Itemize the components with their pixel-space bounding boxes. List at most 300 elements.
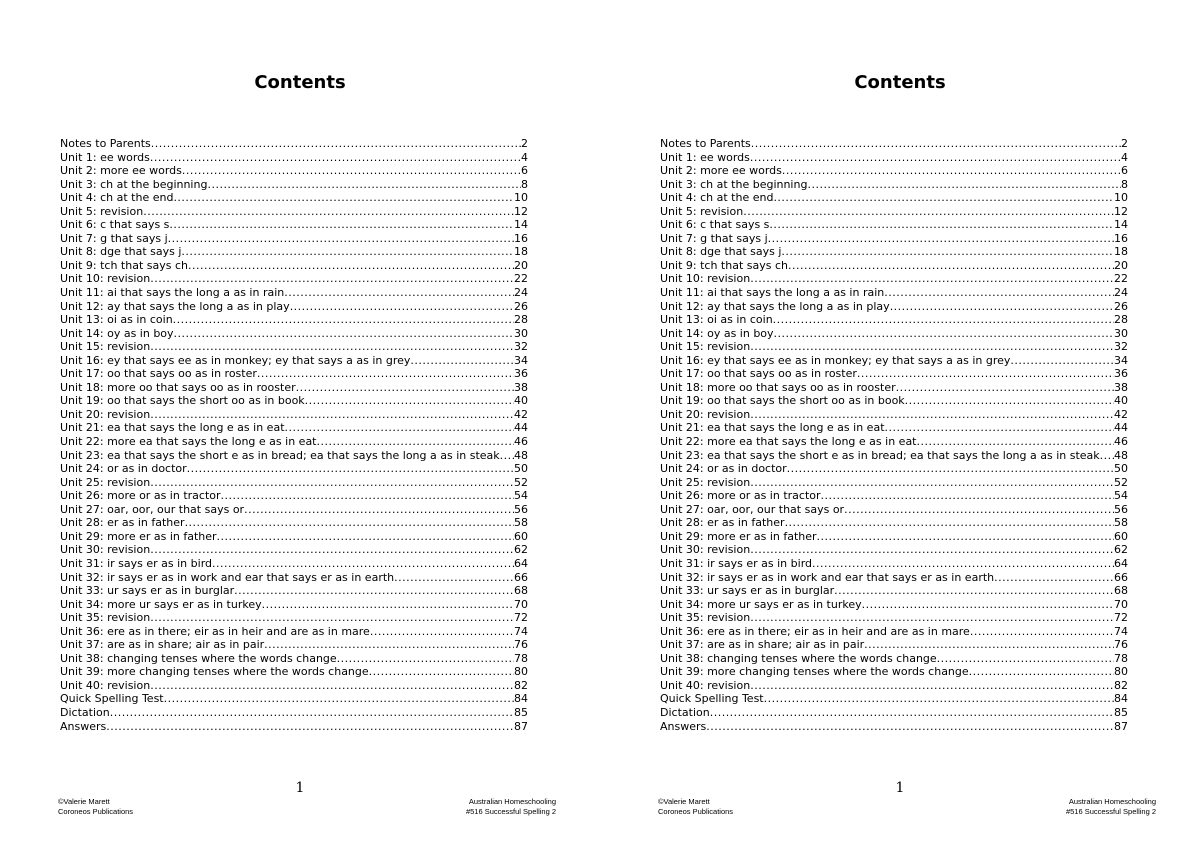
toc-entry-label: Unit 16: ey that says ee as in monkey; ey that says a as in grey xyxy=(660,353,1011,367)
toc-leader-dots xyxy=(769,218,1114,232)
toc-entry xyxy=(660,245,1128,259)
toc-entry-label: Unit 20: revision xyxy=(60,407,151,421)
toc-entry-page: 64 xyxy=(1114,556,1128,570)
toc-leader-dots xyxy=(896,381,1114,395)
toc-entry-page: 24 xyxy=(1114,286,1128,300)
toc-leader-dots xyxy=(500,449,514,463)
toc-leader-dots xyxy=(150,408,514,422)
toc-leader-dots xyxy=(174,327,514,341)
toc-entry-page: 10 xyxy=(514,191,528,205)
toc-entry-page: 32 xyxy=(1114,340,1128,354)
toc-entry-label: Answers xyxy=(60,719,107,733)
toc-entry xyxy=(660,557,1128,571)
toc-entry-label: Unit 27: oar, oor, our that says or xyxy=(660,502,845,516)
footer-copyright xyxy=(658,797,733,816)
toc-entry xyxy=(60,611,528,625)
toc-entry xyxy=(660,381,1128,395)
toc-entry-label: Unit 31: ir says er as in bird xyxy=(660,556,813,570)
toc-entry xyxy=(60,665,528,679)
toc-entry-page: 14 xyxy=(1114,218,1128,232)
toc-leader-dots xyxy=(168,232,514,246)
toc-leader-dots xyxy=(305,394,514,408)
toc-entry-label: Unit 9: tch that says ch xyxy=(660,258,788,272)
toc-leader-dots xyxy=(221,489,514,503)
toc-entry-page: 8 xyxy=(1121,177,1128,191)
toc-entry-page: 22 xyxy=(514,272,528,286)
toc-entry-label: Unit 28: er as in father xyxy=(660,516,785,530)
toc-entry xyxy=(660,530,1128,544)
toc-leader-dots xyxy=(244,503,514,517)
toc-entry-page: 62 xyxy=(1114,543,1128,557)
toc-leader-dots xyxy=(884,286,1114,300)
toc-leader-dots xyxy=(768,232,1114,246)
toc-entry-label: Unit 30: revision xyxy=(660,543,751,557)
toc-leader-dots xyxy=(150,476,514,490)
toc-entry-page: 52 xyxy=(1114,475,1128,489)
toc-entry xyxy=(660,178,1128,192)
footer-series xyxy=(408,797,556,816)
toc-leader-dots xyxy=(1010,354,1114,368)
toc-entry xyxy=(60,259,528,273)
toc-entry-label: Unit 37: are as in share; air as in pair xyxy=(660,638,865,652)
toc-entry-page: 58 xyxy=(514,516,528,530)
toc-entry xyxy=(60,476,528,490)
toc-entry xyxy=(660,584,1128,598)
toc-entry-page: 24 xyxy=(514,286,528,300)
toc-leader-dots xyxy=(234,584,514,598)
toc-entry xyxy=(660,191,1128,205)
toc-entry-page: 72 xyxy=(514,611,528,625)
toc-entry-label: Unit 1: ee words xyxy=(660,150,750,164)
toc-entry-page: 84 xyxy=(1114,692,1128,706)
footer-series-name: Australian Homeschooling xyxy=(468,797,556,806)
toc-leader-dots xyxy=(750,543,1114,557)
toc-entry xyxy=(60,625,528,639)
toc-entry-label: Unit 31: ir says er as in bird xyxy=(60,556,213,570)
toc-entry-label: Unit 28: er as in father xyxy=(60,516,185,530)
toc-entry-page: 6 xyxy=(521,164,528,178)
toc-entry-page: 12 xyxy=(1114,204,1128,218)
toc-entry-page: 6 xyxy=(1121,164,1128,178)
toc-leader-dots xyxy=(834,584,1114,598)
toc-entry-page: 20 xyxy=(1114,258,1128,272)
toc-entry-label: Unit 33: ur says er as in burglar xyxy=(60,584,235,598)
toc-entry xyxy=(60,313,528,327)
toc-entry-page: 46 xyxy=(1114,435,1128,449)
toc-leader-dots xyxy=(150,543,514,557)
toc-entry-label: Unit 1: ee words xyxy=(60,150,150,164)
toc-entry-page: 2 xyxy=(521,137,528,150)
toc-leader-dots xyxy=(905,394,1114,408)
toc-entry-page: 72 xyxy=(1114,611,1128,625)
toc-entry xyxy=(60,178,528,192)
toc-entry-page: 70 xyxy=(514,597,528,611)
toc-leader-dots xyxy=(285,421,514,435)
toc-entry-label: Unit 13: oi as in coin xyxy=(60,313,173,327)
toc-leader-dots xyxy=(787,462,1114,476)
toc-entry xyxy=(660,259,1128,273)
toc-entry xyxy=(660,327,1128,341)
toc-entry xyxy=(660,489,1128,503)
toc-leader-dots xyxy=(150,272,514,286)
toc-entry-label: Unit 17: oo that says oo as in roster xyxy=(60,367,257,381)
toc-leader-dots xyxy=(890,300,1114,314)
toc-entry-label: Unit 35: revision xyxy=(660,611,751,625)
toc-entry-page: 14 xyxy=(514,218,528,232)
toc-entry xyxy=(60,421,528,435)
toc-entry xyxy=(660,421,1128,435)
toc-entry-label: Unit 8: dge that says j xyxy=(660,245,782,259)
toc-entry-page: 42 xyxy=(514,407,528,421)
toc-entry xyxy=(660,679,1128,693)
toc-entry-page: 28 xyxy=(1114,313,1128,327)
toc-entry-label: Unit 25: revision xyxy=(660,475,751,489)
toc-entry-label: Unit 11: ai that says the long a as in rain xyxy=(660,286,885,300)
toc-entry-page: 80 xyxy=(514,665,528,679)
toc-entry-page: 87 xyxy=(514,719,528,733)
toc-entry xyxy=(660,205,1128,219)
toc-entry-label: Unit 17: oo that says oo as in roster xyxy=(660,367,857,381)
toc-entry-label: Unit 3: ch at the beginning xyxy=(660,177,808,191)
toc-entry xyxy=(60,571,528,585)
toc-leader-dots xyxy=(857,367,1114,381)
toc-entry xyxy=(60,218,528,232)
toc-entry xyxy=(660,665,1128,679)
toc-entry-page: 50 xyxy=(514,462,528,476)
toc-leader-dots xyxy=(807,178,1121,192)
toc-entry-page: 16 xyxy=(1114,231,1128,245)
toc-entry-page: 12 xyxy=(514,204,528,218)
toc-entry xyxy=(60,720,528,734)
toc-entry-page: 40 xyxy=(1114,394,1128,408)
toc-entry xyxy=(60,692,528,706)
toc-entry xyxy=(60,408,528,422)
toc-entry-label: Unit 18: more oo that says oo as in rooster xyxy=(660,380,896,394)
toc-entry xyxy=(660,720,1128,734)
toc-entry xyxy=(60,327,528,341)
toc-entry-page: 22 xyxy=(1114,272,1128,286)
toc-entry-label: Notes to Parents xyxy=(660,137,751,150)
toc-entry xyxy=(60,300,528,314)
toc-entry xyxy=(60,340,528,354)
toc-leader-dots xyxy=(785,516,1114,530)
toc-entry-label: Unit 14: oy as in boy xyxy=(60,326,174,340)
toc-entry-label: Unit 39: more changing tenses where the words change xyxy=(660,665,969,679)
toc-entry-label: Unit 21: ea that says the long e as in eat xyxy=(660,421,885,435)
toc-entry xyxy=(660,476,1128,490)
toc-entry-label: Unit 38: changing tenses where the words change xyxy=(60,651,337,665)
toc-entry xyxy=(660,435,1128,449)
toc-entry-label: Notes to Parents xyxy=(60,137,151,150)
toc-entry xyxy=(60,557,528,571)
toc-entry-page: 18 xyxy=(1114,245,1128,259)
toc-entry xyxy=(60,530,528,544)
toc-entry-label: Unit 39: more changing tenses where the words change xyxy=(60,665,369,679)
toc-leader-dots xyxy=(781,245,1114,259)
toc-entry-page: 44 xyxy=(514,421,528,435)
toc-leader-dots xyxy=(710,706,1114,720)
toc-leader-dots xyxy=(970,625,1114,639)
toc-entry-label: Unit 4: ch at the end xyxy=(660,191,774,205)
toc-entry-label: Unit 10: revision xyxy=(660,272,751,286)
toc-entry-label: Dictation xyxy=(60,705,110,719)
toc-entry-page: 62 xyxy=(514,543,528,557)
toc-entry-page: 54 xyxy=(514,489,528,503)
toc-entry-label: Unit 36: ere as in there; eir as in heir and are as in mare xyxy=(660,624,970,638)
toc-leader-dots xyxy=(317,435,515,449)
toc-leader-dots xyxy=(885,421,1114,435)
toc-entry xyxy=(60,354,528,368)
toc-entry-page: 38 xyxy=(514,380,528,394)
page-number: 1 xyxy=(895,780,905,796)
toc-entry xyxy=(60,394,528,408)
page-title: Contents xyxy=(854,72,946,93)
toc-leader-dots xyxy=(164,692,514,706)
toc-entry xyxy=(60,503,528,517)
toc-entry xyxy=(60,191,528,205)
toc-entry-label: Unit 5: revision xyxy=(660,204,744,218)
toc-leader-dots xyxy=(257,367,514,381)
toc-leader-dots xyxy=(812,557,1114,571)
toc-entry xyxy=(660,638,1128,652)
toc-entry-label: Unit 15: revision xyxy=(660,340,751,354)
toc-leader-dots xyxy=(864,638,1114,652)
toc-entry-page: 60 xyxy=(514,529,528,543)
toc-leader-dots xyxy=(143,205,514,219)
toc-entry xyxy=(660,151,1128,165)
toc-leader-dots xyxy=(750,151,1121,165)
toc-entry-label: Unit 19: oo that says the short oo as in book xyxy=(660,394,905,408)
footer-book-title: #516 Successful Spelling 2 xyxy=(1065,806,1156,816)
toc-entry-label: Unit 2: more ee words xyxy=(60,164,182,178)
toc-entry xyxy=(660,449,1128,463)
toc-entry-page: 52 xyxy=(514,475,528,489)
toc-entry xyxy=(660,137,1128,151)
toc-entry-page: 80 xyxy=(1114,665,1128,679)
toc-leader-dots xyxy=(290,300,514,314)
toc-leader-dots xyxy=(217,530,514,544)
toc-entry-label: Unit 23: ea that says the short e as in bread; ea that says the long a as in steak xyxy=(60,448,500,462)
toc-entry-page: 46 xyxy=(514,435,528,449)
toc-entry-label: Unit 15: revision xyxy=(60,340,151,354)
toc-leader-dots xyxy=(1100,449,1114,463)
toc-entry-page: 16 xyxy=(514,231,528,245)
toc-leader-dots xyxy=(743,205,1114,219)
toc-entry xyxy=(60,367,528,381)
toc-entry xyxy=(60,205,528,219)
toc-entry-page: 18 xyxy=(514,245,528,259)
toc-entry-page: 30 xyxy=(1114,326,1128,340)
toc-entry-label: Unit 6: c that says s xyxy=(660,218,770,232)
toc-entry xyxy=(60,706,528,720)
toc-entry-label: Unit 40: revision xyxy=(660,678,751,692)
toc-entry-page: 32 xyxy=(514,340,528,354)
footer-author: ©Valerie Marett xyxy=(658,797,710,806)
toc-entry xyxy=(660,692,1128,706)
toc-entry xyxy=(60,489,528,503)
toc-leader-dots xyxy=(106,720,514,734)
toc-leader-dots xyxy=(751,137,1121,151)
toc-entry-label: Unit 5: revision xyxy=(60,204,144,218)
toc-entry-label: Unit 23: ea that says the short e as in bread; ea that says the long a as in steak xyxy=(660,448,1100,462)
toc-entry xyxy=(60,245,528,259)
toc-entry-page: 34 xyxy=(1114,353,1128,367)
toc-entry-page: 58 xyxy=(1114,516,1128,530)
toc-leader-dots xyxy=(410,354,514,368)
toc-entry xyxy=(660,611,1128,625)
toc-entry xyxy=(660,232,1128,246)
toc-entry xyxy=(660,571,1128,585)
toc-entry xyxy=(60,584,528,598)
toc-leader-dots xyxy=(750,611,1114,625)
toc-entry-label: Unit 32: ir says er as in work and ear that says er as in earth xyxy=(60,570,395,584)
toc-entry xyxy=(660,543,1128,557)
footer-publisher: Coroneos Publications xyxy=(58,806,134,816)
toc-leader-dots xyxy=(773,313,1114,327)
toc-entry xyxy=(60,137,528,151)
toc-entry xyxy=(660,516,1128,530)
footer-copyright xyxy=(58,797,133,816)
toc-entry-page: 56 xyxy=(1114,502,1128,516)
toc-leader-dots xyxy=(369,665,514,679)
toc-entry-label: Unit 9: tch that says ch xyxy=(60,258,188,272)
toc-entry-page: 84 xyxy=(514,692,528,706)
toc-leader-dots xyxy=(782,164,1121,178)
toc-entry xyxy=(60,638,528,652)
toc-entry-label: Unit 38: changing tenses where the words change xyxy=(660,651,937,665)
toc-entry-label: Unit 37: are as in share; air as in pair xyxy=(60,638,265,652)
toc-entry-page: 85 xyxy=(514,705,528,719)
toc-leader-dots xyxy=(774,327,1114,341)
toc-entry-page: 50 xyxy=(1114,462,1128,476)
toc-entry xyxy=(60,516,528,530)
toc-entry-label: Unit 12: ay that says the long a as in play xyxy=(660,299,890,313)
toc-leader-dots xyxy=(750,340,1114,354)
toc-entry xyxy=(660,394,1128,408)
toc-leader-dots xyxy=(750,476,1114,490)
toc-leader-dots xyxy=(750,272,1114,286)
footer-series xyxy=(1008,797,1156,816)
page-title: Contents xyxy=(254,72,346,93)
toc-entry-label: Unit 2: more ee words xyxy=(660,164,782,178)
toc-entry-page: 10 xyxy=(1114,191,1128,205)
toc-entry-page: 2 xyxy=(1121,137,1128,150)
toc-entry-page: 20 xyxy=(514,258,528,272)
toc-entry xyxy=(660,598,1128,612)
toc-entry xyxy=(60,652,528,666)
toc-entry-page: 74 xyxy=(514,624,528,638)
toc-entry-page: 26 xyxy=(1114,299,1128,313)
toc-entry-page: 70 xyxy=(1114,597,1128,611)
footer-author: ©Valerie Marett xyxy=(58,797,110,806)
toc-entry-page: 30 xyxy=(514,326,528,340)
toc-entry-label: Unit 26: more or as in tractor xyxy=(660,489,821,503)
toc-entry-label: Unit 22: more ea that says the long e as in eat xyxy=(660,435,917,449)
toc-leader-dots xyxy=(994,571,1114,585)
toc-leader-dots xyxy=(264,638,514,652)
toc-entry-page: 76 xyxy=(514,638,528,652)
toc-leader-dots xyxy=(937,652,1114,666)
toc-entry-page: 78 xyxy=(514,651,528,665)
toc-entry-label: Unit 11: ai that says the long a as in rain xyxy=(60,286,285,300)
toc-entry xyxy=(660,408,1128,422)
toc-entry-page: 68 xyxy=(1114,584,1128,598)
toc-entry xyxy=(60,286,528,300)
toc-entry-page: 40 xyxy=(514,394,528,408)
toc-entry-page: 38 xyxy=(1114,380,1128,394)
toc-leader-dots xyxy=(173,313,514,327)
toc-leader-dots xyxy=(337,652,514,666)
table-of-contents xyxy=(660,137,1128,733)
toc-leader-dots xyxy=(764,692,1114,706)
toc-leader-dots xyxy=(750,679,1114,693)
toc-entry xyxy=(660,652,1128,666)
toc-entry xyxy=(60,679,528,693)
toc-entry-label: Unit 14: oy as in boy xyxy=(660,326,774,340)
toc-entry-label: Answers xyxy=(660,719,707,733)
toc-entry-page: 76 xyxy=(1114,638,1128,652)
toc-leader-dots xyxy=(284,286,514,300)
toc-leader-dots xyxy=(181,245,514,259)
toc-entry xyxy=(60,381,528,395)
right-page xyxy=(600,0,1200,849)
toc-leader-dots xyxy=(150,151,521,165)
toc-leader-dots xyxy=(969,665,1114,679)
toc-entry-label: Unit 36: ere as in there; eir as in heir and are as in mare xyxy=(60,624,370,638)
toc-leader-dots xyxy=(150,611,514,625)
toc-entry-page: 87 xyxy=(1114,719,1128,733)
toc-entry-page: 26 xyxy=(514,299,528,313)
toc-entry-page: 82 xyxy=(514,678,528,692)
footer-publisher: Coroneos Publications xyxy=(658,806,734,816)
toc-leader-dots xyxy=(151,137,521,151)
toc-entry-page: 64 xyxy=(514,556,528,570)
toc-leader-dots xyxy=(706,720,1114,734)
toc-entry xyxy=(60,435,528,449)
toc-entry-page: 42 xyxy=(1114,407,1128,421)
toc-entry xyxy=(60,462,528,476)
toc-entry-label: Unit 27: oar, oor, our that says or xyxy=(60,502,245,516)
toc-leader-dots xyxy=(750,408,1114,422)
toc-entry xyxy=(660,625,1128,639)
toc-entry-page: 48 xyxy=(514,448,528,462)
toc-entry-label: Unit 16: ey that says ee as in monkey; ey that says a as in grey xyxy=(60,353,411,367)
toc-entry-label: Unit 24: or as in doctor xyxy=(60,462,187,476)
toc-entry xyxy=(60,449,528,463)
toc-entry-label: Unit 21: ea that says the long e as in eat xyxy=(60,421,285,435)
toc-entry-page: 4 xyxy=(1121,150,1128,164)
toc-entry-page: 66 xyxy=(514,570,528,584)
toc-entry-label: Unit 22: more ea that says the long e as in eat xyxy=(60,435,317,449)
toc-entry-page: 36 xyxy=(514,367,528,381)
toc-leader-dots xyxy=(173,191,514,205)
toc-entry-label: Unit 7: g that says j xyxy=(60,231,168,245)
toc-leader-dots xyxy=(788,259,1114,273)
toc-entry xyxy=(60,151,528,165)
toc-leader-dots xyxy=(917,435,1115,449)
toc-entry-label: Unit 32: ir says er as in work and ear that says er as in earth xyxy=(660,570,995,584)
toc-entry-label: Unit 8: dge that says j xyxy=(60,245,182,259)
footer-series-name: Australian Homeschooling xyxy=(1068,797,1156,806)
toc-entry-page: 28 xyxy=(514,313,528,327)
toc-entry xyxy=(660,286,1128,300)
toc-entry-label: Dictation xyxy=(660,705,710,719)
toc-leader-dots xyxy=(207,178,521,192)
toc-entry-label: Unit 4: ch at the end xyxy=(60,191,174,205)
toc-entry-page: 34 xyxy=(514,353,528,367)
toc-leader-dots xyxy=(773,191,1114,205)
toc-leader-dots xyxy=(817,530,1114,544)
